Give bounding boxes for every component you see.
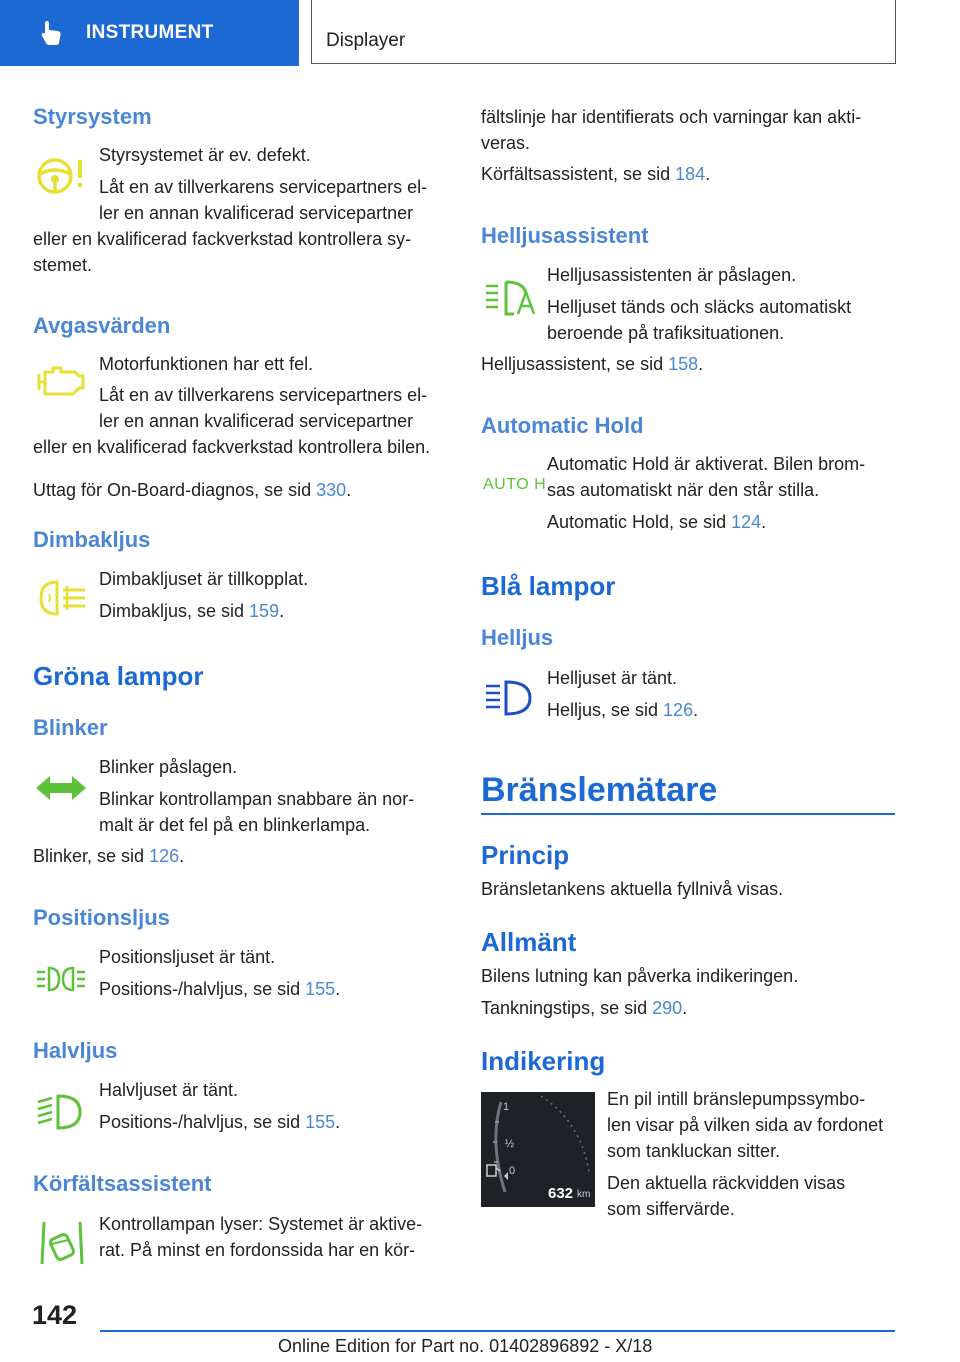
paragraph: sas automatiskt när den står stilla.	[547, 480, 820, 500]
heading-indikering: Indikering	[481, 1046, 606, 1076]
paragraph: Helljusassistent, se sid 158.	[481, 354, 704, 374]
page-link[interactable]: 330	[316, 480, 347, 500]
high-beam-assist-icon	[484, 278, 536, 318]
footer-rule	[100, 1330, 895, 1332]
paragraph: Låt en av tillverkarens servicepartners el-	[99, 385, 428, 405]
page-link[interactable]: 126	[149, 846, 180, 866]
page-header	[0, 0, 960, 66]
turn-signal-icon	[34, 774, 88, 802]
paragraph: len visar på vilken sida av fordonet	[607, 1115, 884, 1135]
page-link[interactable]: 155	[305, 1112, 336, 1132]
page-number: 142	[32, 1300, 78, 1330]
paragraph: Dimbakljus, se sid 159.	[99, 601, 285, 621]
heading-princip: Princip	[481, 840, 570, 870]
gauge-empty-mark: 0	[509, 1165, 516, 1177]
heading-styrsystem: Styrsystem	[33, 104, 152, 129]
heading-bransleatare: Bränslemätare	[481, 771, 718, 809]
paragraph: stemet.	[33, 255, 93, 275]
heading-helljus: Helljus	[481, 625, 554, 650]
section-label: INSTRUMENT	[86, 22, 214, 43]
page-link[interactable]: 158	[668, 354, 699, 374]
paragraph: Positions-/halvljus, se sid 155.	[99, 1112, 341, 1132]
page-link[interactable]: 290	[652, 998, 683, 1018]
paragraph: ler en annan kvalificerad servicepartner	[99, 203, 414, 223]
heading-helljusassistent: Helljusassistent	[481, 223, 649, 248]
low-beam-icon	[36, 1092, 86, 1132]
paragraph: Motorfunktionen har ett fel.	[99, 354, 314, 374]
paragraph: Blinker, se sid 126.	[33, 846, 185, 866]
paragraph: Den aktuella räckvidden visas	[607, 1173, 846, 1193]
edition-text: Online Edition for Part no. 01402896892 - X/18	[278, 1336, 653, 1356]
range-value: 632	[548, 1185, 574, 1202]
auto-hold-icon: AUTO H	[483, 476, 547, 493]
paragraph: Helljus, se sid 126.	[547, 700, 699, 720]
paragraph: veras.	[481, 133, 531, 153]
engine-warning-icon	[35, 364, 87, 400]
page-link[interactable]: 159	[249, 601, 280, 621]
subsection-label: Displayer	[326, 30, 406, 51]
heading-blinker: Blinker	[33, 715, 108, 740]
rear-fog-light-icon	[35, 578, 87, 618]
heading-korfaltsassistent: Körfältsassistent	[33, 1171, 212, 1196]
heading-automatic-hold: Automatic Hold	[481, 413, 644, 438]
paragraph: Blinkar kontrollampan snabbare än nor-	[99, 789, 415, 809]
paragraph: Bilens lutning kan påverka indikeringen.	[481, 966, 799, 986]
paragraph: beroende på trafiksituationen.	[547, 323, 785, 343]
subsection-box	[311, 0, 896, 64]
heading-halvljus: Halvljus	[33, 1038, 118, 1063]
paragraph: malt är det fel på en blinkerlampa.	[99, 815, 371, 835]
section-tab[interactable]	[0, 0, 299, 66]
parking-light-icon	[35, 964, 87, 994]
range-unit: km	[577, 1189, 591, 1200]
section-divider	[481, 813, 895, 815]
paragraph: Helljuset tänds och släcks automatiskt	[547, 297, 852, 317]
page-link[interactable]: 184	[675, 164, 706, 184]
paragraph: Kontrollampan lyser: Systemet är aktive-	[99, 1214, 423, 1234]
fuel-gauge-image	[481, 1092, 595, 1207]
paragraph: Bränsletankens aktuella fyllnivå visas.	[481, 879, 784, 899]
paragraph: Blinker påslagen.	[99, 757, 238, 777]
paragraph: Halvljuset är tänt.	[99, 1080, 239, 1100]
paragraph: eller en kvalificerad fackverkstad kontrollera bilen.	[33, 437, 431, 457]
paragraph: Positionsljuset är tänt.	[99, 947, 276, 967]
gauge-full-mark: 1	[503, 1101, 510, 1113]
paragraph: Dimbakljuset är tillkopplat.	[99, 569, 309, 589]
paragraph: ler en annan kvalificerad servicepartner	[99, 411, 414, 431]
paragraph: Positions-/halvljus, se sid 155.	[99, 979, 341, 999]
paragraph: fältslinje har identifierats och varningar kan akti-	[481, 107, 862, 127]
heading-bla-lampor: Blå lampor	[481, 571, 616, 601]
paragraph: som tankluckan sitter.	[607, 1141, 781, 1161]
page-link[interactable]: 155	[305, 979, 336, 999]
heading-dimbakljus: Dimbakljus	[33, 527, 151, 552]
paragraph: Automatic Hold, se sid 124.	[547, 512, 767, 532]
paragraph: Låt en av tillverkarens servicepartners el-	[99, 177, 428, 197]
paragraph: Helljusassistenten är påslagen.	[547, 265, 797, 285]
hand-pointer-icon	[36, 18, 66, 48]
paragraph: Körfältsassistent, se sid 184.	[481, 164, 711, 184]
steering-warning-icon	[33, 152, 87, 196]
heading-allmant: Allmänt	[481, 927, 577, 957]
page-link[interactable]: 124	[731, 512, 762, 532]
paragraph: En pil intill bränslepumpssymbo-	[607, 1089, 866, 1109]
heading-grona-lampor: Gröna lampor	[33, 661, 204, 691]
paragraph: rat. På minst en fordonssida har en kör-	[99, 1240, 416, 1260]
heading-positionsljus: Positionsljus	[33, 905, 170, 930]
paragraph: eller en kvalificerad fackverkstad kontrollera sy-	[33, 229, 412, 249]
paragraph: Styrsystemet är ev. defekt.	[99, 145, 311, 165]
paragraph: Automatic Hold är aktiverat. Bilen brom-	[547, 454, 866, 474]
paragraph: Helljuset är tänt.	[547, 668, 678, 688]
paragraph: som siffervärde.	[607, 1199, 735, 1219]
high-beam-icon	[484, 678, 534, 718]
paragraph: Uttag för On-Board-diagnos, se sid 330.	[33, 480, 352, 500]
page-link[interactable]: 126	[663, 700, 694, 720]
gauge-half-mark: ½	[505, 1138, 515, 1150]
lane-assist-icon	[38, 1218, 86, 1268]
paragraph: Tankningstips, se sid 290.	[481, 998, 688, 1018]
heading-avgasvarden: Avgasvärden	[33, 313, 171, 338]
